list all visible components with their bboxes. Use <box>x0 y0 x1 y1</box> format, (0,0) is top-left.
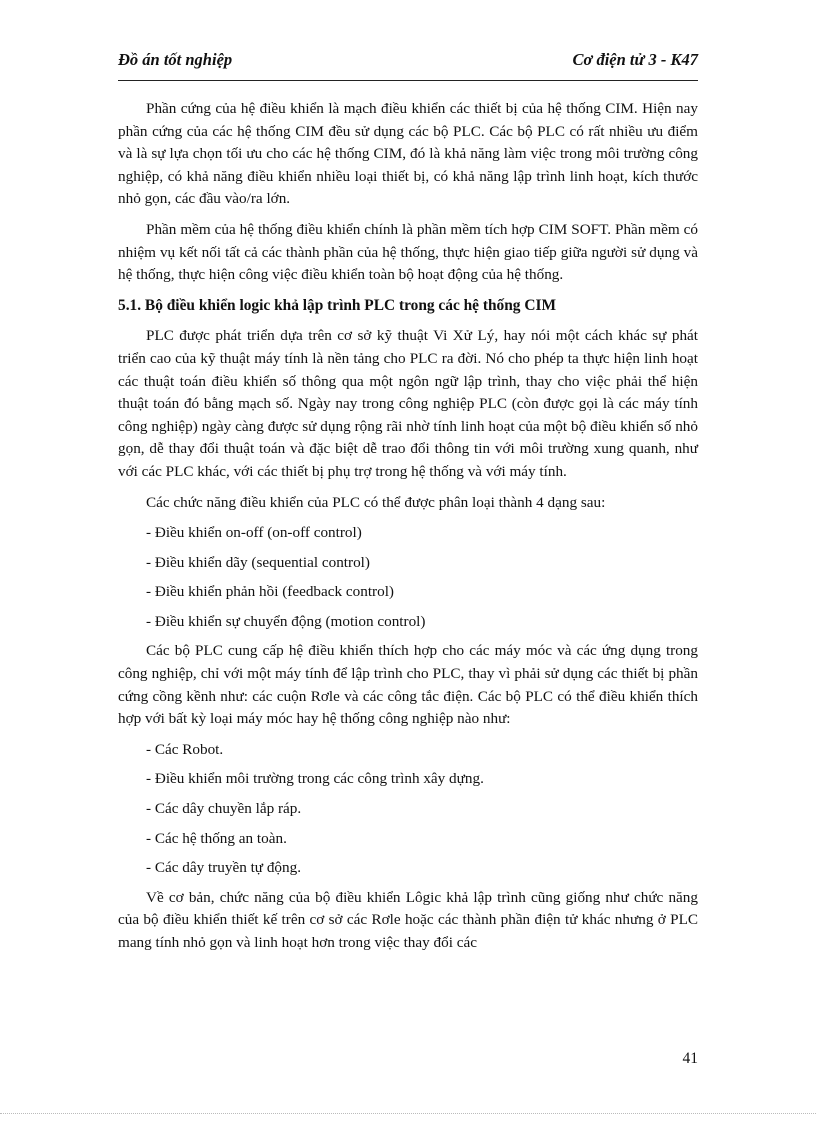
list-item: - Điều khiển môi trường trong các công trình xây dựng. <box>146 770 484 788</box>
paragraph-hardware: Phần cứng của hệ điều khiển là mạch điều khiển các thiết bị của hệ thống CIM. Hiện nay phần cứng của các hệ thống CIM đều sử dụng các bộ PLC. Các bộ PLC có rất nhiều ưu điểm và là sự lựa chọn tối ưu cho các hệ thống CIM, đó là khả năng làm việc trong môi trường công nghiệp, có khả năng điều khiển nhiều loại thiết bị, có khả năng lập trình linh hoạt, kích thước nhỏ gọn, các đầu vào/ra lớn. <box>118 100 698 208</box>
list-item: - Điều khiển dãy (sequential control) <box>146 553 370 571</box>
list-item: - Các dây chuyền lắp ráp. <box>146 800 302 818</box>
paragraph-functions-intro: Các chức năng điều khiển của PLC có thể được phân loại thành 4 dạng sau: <box>146 493 606 511</box>
section-heading: 5.1. Bộ điều khiển logic khả lập trình PLC trong các hệ thống CIM <box>118 296 556 314</box>
page-header <box>118 50 698 74</box>
list-item: - Điều khiển on-off (on-off control) <box>146 524 362 542</box>
list-item: - Các Robot. <box>146 740 224 758</box>
list-item: - Các hệ thống an toàn. <box>146 829 287 847</box>
header-left-title: Đồ án tốt nghiệp <box>118 50 233 69</box>
list-item: - Điều khiển phản hồi (feedback control) <box>146 583 394 601</box>
header-right-title: Cơ điện tử 3 - K47 <box>572 50 698 69</box>
paragraph-applications: Các bộ PLC cung cấp hệ điều khiển thích hợp cho các máy móc và các ứng dụng trong công nghiệp, chỉ với một máy tính để lập trình cho PLC, thay vì phải sử dụng các thiết bị phần cứng cồng kềnh như: các cuộn Rơle và các công tắc điện. Các bộ PLC có thể điều khiển thích hợp với bất kỳ loại máy móc hay hệ thống công nghiệp nào như: <box>118 642 698 728</box>
document-body <box>118 98 698 963</box>
page-number: 41 <box>682 1050 698 1067</box>
header-divider <box>118 80 698 81</box>
paragraph-plc-intro: PLC được phát triển dựa trên cơ sở kỹ thuật Vi Xử Lý, hay nói một cách khác sự phát triển cao của kỹ thuật máy tính là nền tảng cho PLC ra đời. Nó cho phép ta thực hiện linh hoạt các thuật toán điều khiển số thông qua một ngôn ngữ lập trình, thay cho việc phải thể hiện thuật toán đó bằng mạch số. Ngày nay trong công nghiệp PLC (còn được gọi là các máy tính công nghiệp) ngày càng được sử dụng rộng rãi nhờ tính linh hoạt của một bộ điều khiển số nhỏ gọn, dễ thay đổi thuật toán và đặc biệt dễ trao đổi thông tin với môi trường xung quanh, như với các PLC khác, với các thiết bị phụ trợ trong hệ thống và với máy tính. <box>118 327 698 480</box>
list-item: - Các dây truyền tự động. <box>146 859 302 877</box>
page-bottom-edge <box>0 1113 816 1114</box>
list-item: - Điều khiển sự chuyển động (motion control) <box>146 612 426 630</box>
paragraph-basics: Về cơ bản, chức năng của bộ điều khiển Lôgic khả lập trình cũng giống như chức năng của bộ điều khiển thiết kế trên cơ sở các Rơle hoặc các thành phần điện tử khác nhưng ở PLC mang tính nhỏ gọn và linh hoạt hơn trong việc thay đổi các <box>118 888 698 951</box>
paragraph-software: Phần mềm của hệ thống điều khiển chính là phần mềm tích hợp CIM SOFT. Phần mềm có nhiệm vụ kết nối tất cả các thành phần của hệ thống, thực hiện giao tiếp giữa người sử dụng và hệ thống, thực hiện công việc điều khiển toàn bộ hoạt động của hệ thống. <box>118 220 698 284</box>
